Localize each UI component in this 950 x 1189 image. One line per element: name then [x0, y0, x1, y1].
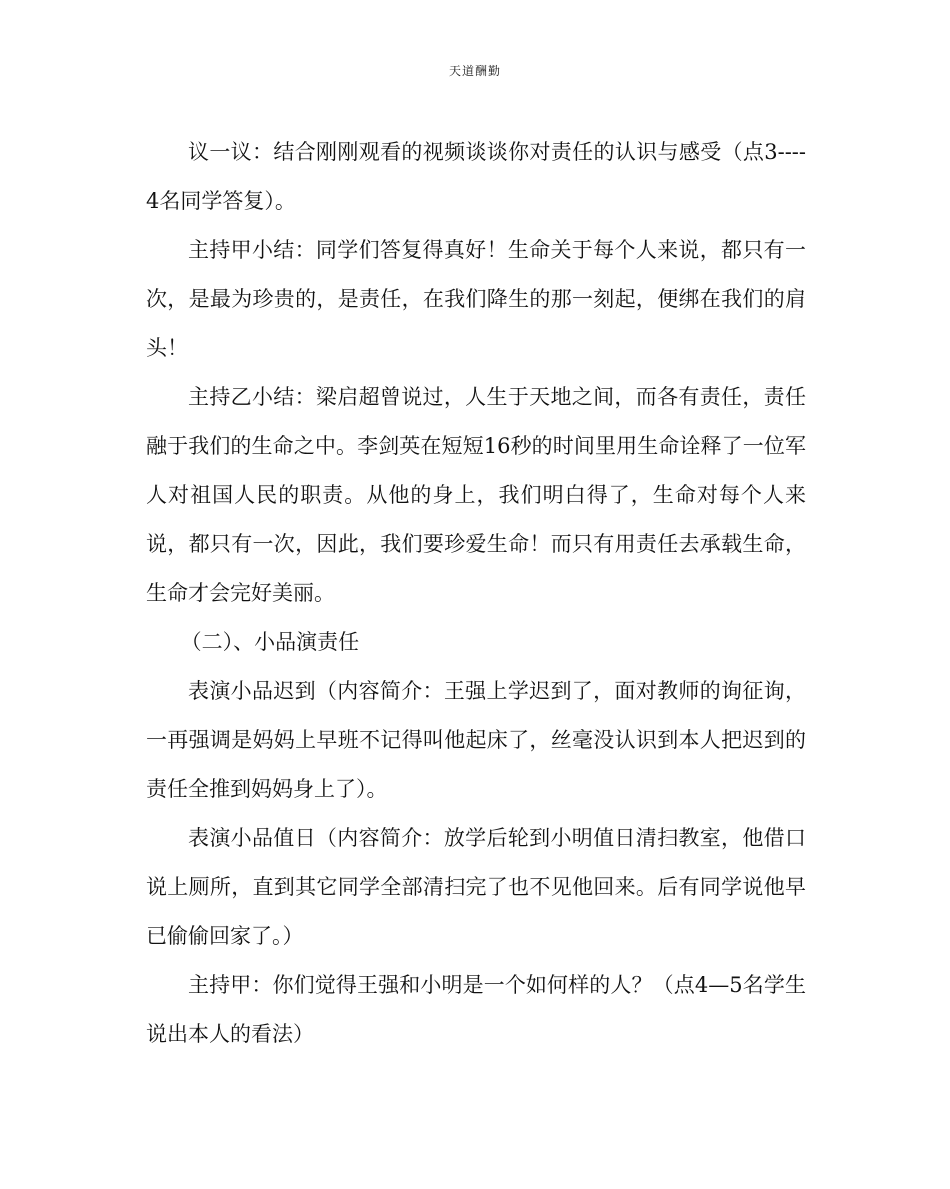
paragraph-host-b-summary: 主持乙小结：梁启超曾说过，人生于天地之间，而各有责任，责任融于我们的生命之中。李剑英在短短16秒的时间里用生命诠释了一位军人对祖国人民的职责。从他的身上，我们明白得了，生命对每个人来说，都只有一次，因此，我们要珍爱生命！而只有用责任去承载生命，生命才会完好美丽。	[146, 385, 806, 605]
paragraph-host-a-summary: 主持甲小结：同学们答复得真好！生命关于每个人来说，都只有一次，是最为珍贵的，是责任，在我们降生的那一刻起，便绑在我们的肩头！	[146, 238, 806, 360]
page-header: 天道酬勤	[448, 64, 501, 78]
paragraph-discussion: 议一议：结合刚刚观看的视频谈谈你对责任的认识与感受（点3----4名同学答复）。	[146, 140, 806, 213]
document-body	[146, 128, 806, 1059]
paragraph-skit-duty: 表演小品值日（内容简介：放学后轮到小明值日清扫教室，他借口说上厕所，直到其它同学全部清扫完了也不见他回来。后有同学说他早已偷偷回家了。）	[146, 826, 806, 948]
paragraph-skit-late: 表演小品迟到（内容简介：王强上学迟到了，面对教师的询征询，一再强调是妈妈上早班不记得叫他起床了，丝毫没认识到本人把迟到的责任全推到妈妈身上了）。	[146, 679, 806, 801]
paragraph-host-a-question: 主持甲：你们觉得王强和小明是一个如何样的人？（点4—5名学生说出本人的看法）	[146, 973, 806, 1046]
section-heading-skit: （二）、小品演责任	[180, 630, 360, 654]
